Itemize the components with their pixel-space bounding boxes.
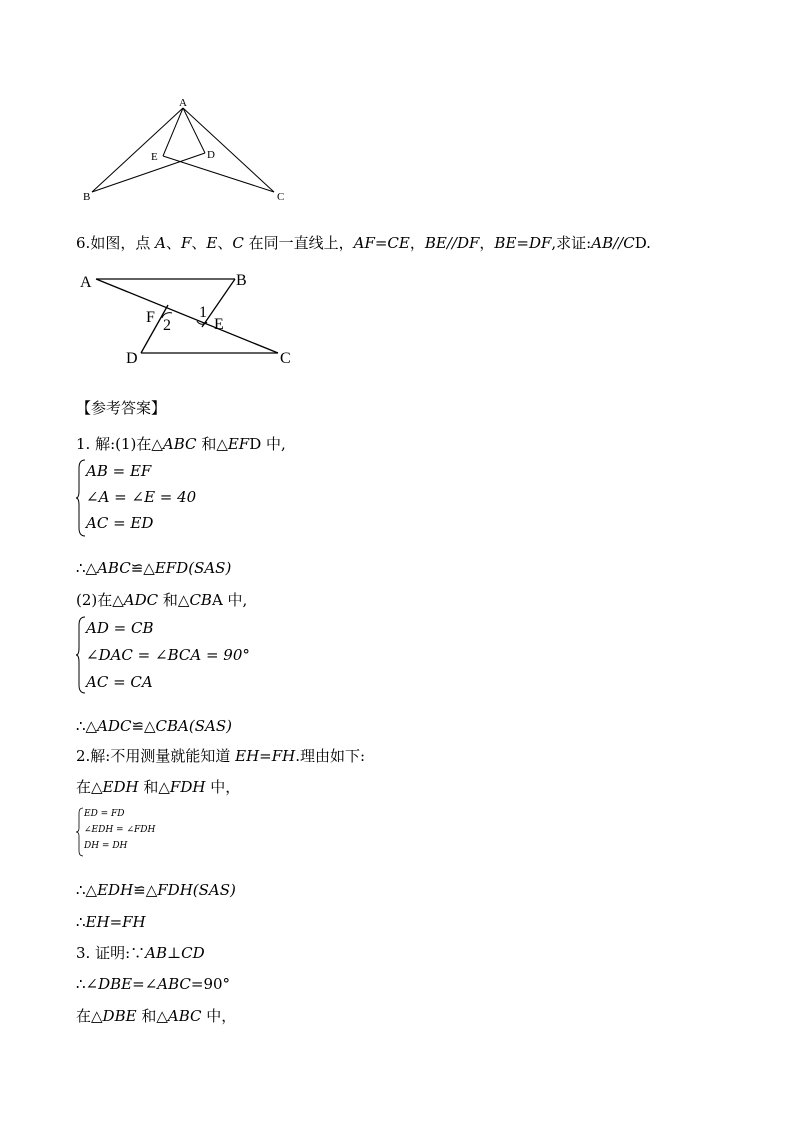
answer-1-part-2: (2)在△ADC 和△CBA 中, <box>76 591 248 609</box>
segment-ae <box>163 108 183 156</box>
answer-1-conclusion-2: ∴△ADC≌△CBA(SAS) <box>76 717 232 735</box>
answer-3-intro: 3. 证明:∵AB⊥CD <box>76 944 205 962</box>
answer-1-conclusion: ∴△ABC≌△EFD(SAS) <box>76 559 232 577</box>
answer-2-intro: 2.解:不用测量就能知道 EH=FH.理由如下: <box>76 747 366 765</box>
label2-angle-1: 1 <box>199 304 207 321</box>
figure-parallel-lines <box>96 279 278 353</box>
answer-2-conclusion: ∴△EDH≌△FDH(SAS) <box>76 881 236 899</box>
system-2-row-3: AC = CA <box>86 673 153 691</box>
answer-2-setup: 在△EDH 和△FDH 中， <box>76 778 241 796</box>
system-2-row-2: ∠DAC = ∠BCA = 90° <box>86 646 250 664</box>
question-6: 6.如图，点 A、F、E、C 在同一直线上，AF=CE，BE//DF，BE=DF,求证:AB//CD. <box>76 234 651 252</box>
system-3-row-2: ∠EDH = ∠FDH <box>84 825 156 835</box>
answer-2-conclusion-2: ∴EH=FH <box>76 913 146 931</box>
system-2-row-1: AD = CB <box>86 619 154 637</box>
system-1-row-2: ∠A = ∠E = 40 <box>86 488 197 506</box>
answer-3-angles: ∴∠DBE=∠ABC=90° <box>76 975 231 993</box>
label2-c: C <box>280 350 291 367</box>
label-b: B <box>83 191 91 203</box>
figure-triangles-aed <box>0 0 800 400</box>
answers-heading: 【参考答案】 <box>76 399 167 417</box>
segment-ab <box>92 108 183 192</box>
label-d: D <box>207 149 215 161</box>
system-1-row-1: AB = EF <box>86 462 152 480</box>
system-3-row-1: ED = FD <box>84 809 125 819</box>
answer-1-intro: 1. 解:(1)在△ABC 和△EFD 中, <box>76 435 286 453</box>
segment-ce <box>163 156 274 192</box>
segment-ac2 <box>96 279 278 353</box>
label-c: C <box>277 191 285 203</box>
label2-a: A <box>80 274 92 291</box>
label-e: E <box>151 151 158 163</box>
label2-e: E <box>214 316 224 333</box>
label2-f: F <box>146 309 155 326</box>
answer-3-setup: 在△DBE 和△ABC 中， <box>76 1007 237 1025</box>
segment-ac <box>183 108 274 192</box>
segment-bd <box>92 153 205 192</box>
label2-d: D <box>126 350 138 367</box>
label2-b: B <box>236 272 247 289</box>
system-3-row-3: DH = DH <box>84 841 128 851</box>
segment-ad <box>183 108 205 153</box>
label-a: A <box>179 97 187 109</box>
system-1-row-3: AC = ED <box>86 514 154 532</box>
label2-angle-2: 2 <box>163 317 171 334</box>
